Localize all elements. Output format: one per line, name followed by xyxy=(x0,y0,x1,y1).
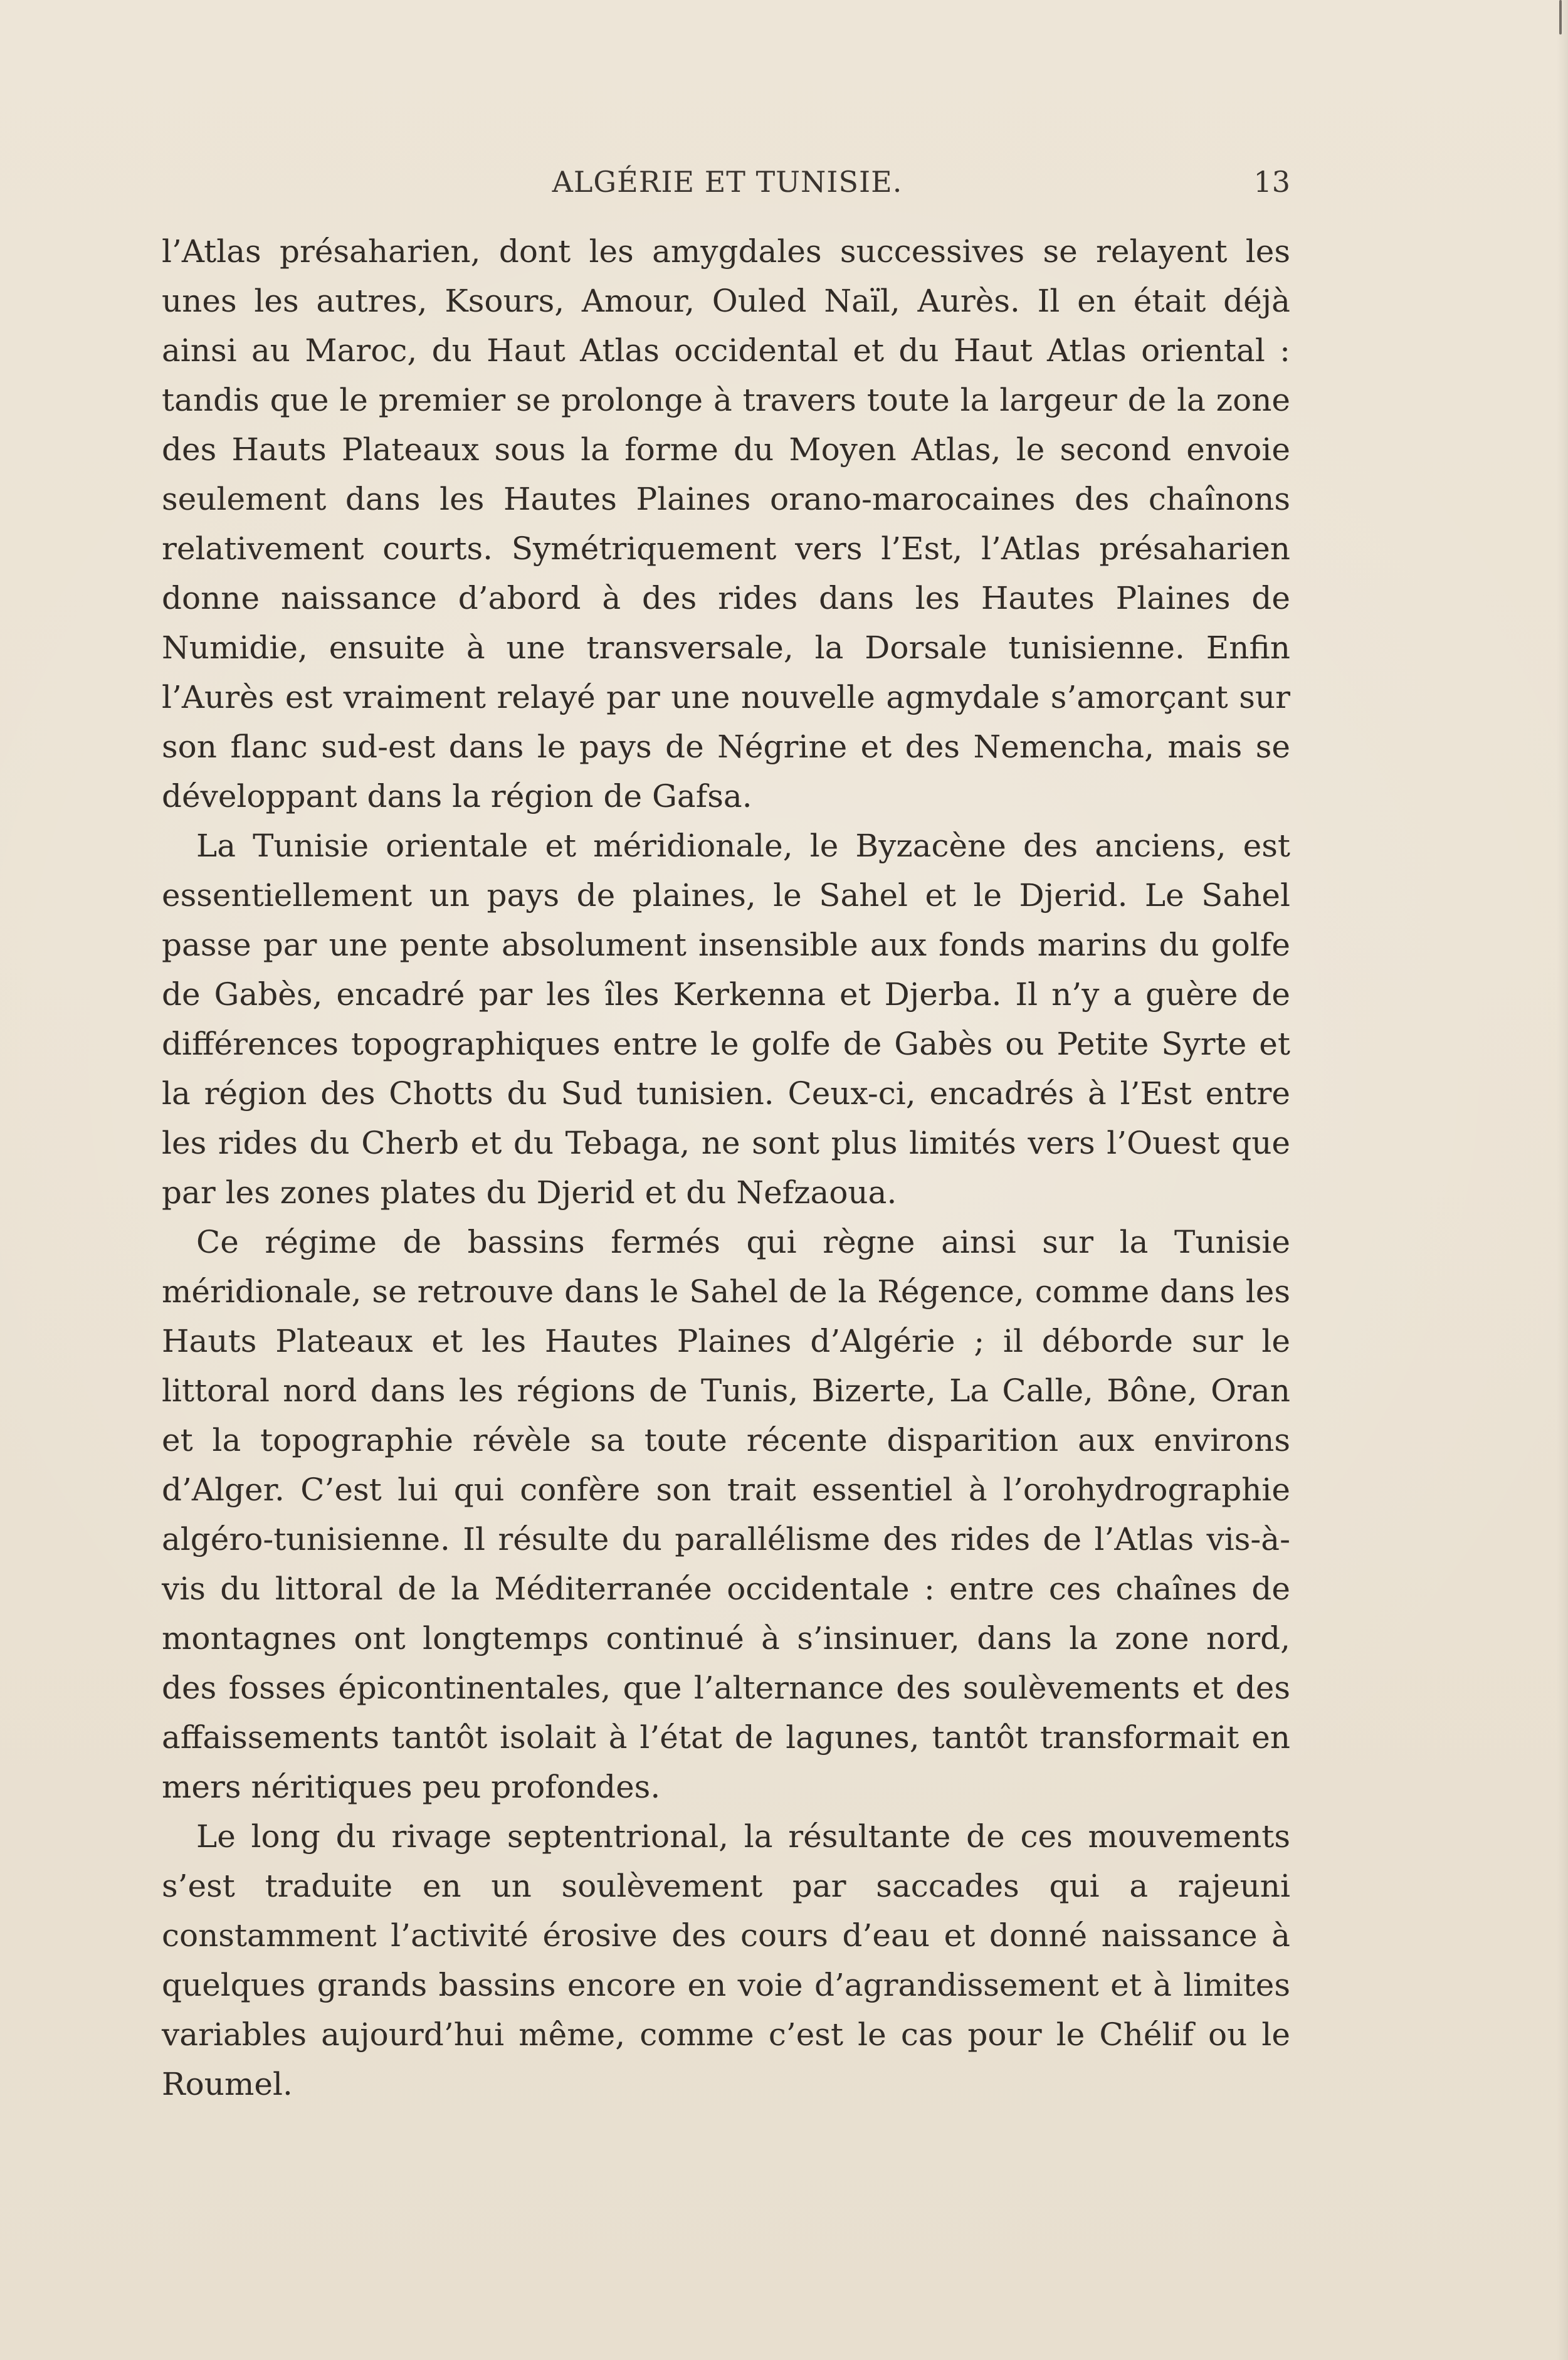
page-number: 13 xyxy=(1253,165,1290,199)
running-head: ALGÉRIE ET TUNISIE. xyxy=(552,165,903,199)
body-text xyxy=(162,227,1290,2109)
paragraph-4: Le long du rivage septentrional, la résultante de ces mouvements s’est traduite en un soulèvement par saccades qui a rajeuni constamment l’activité érosive des cours d’eau et donné naissance à quelques grands bassins encore en voie d’agrandissement et à limites variables aujourd’hui même, comme c’est le cas pour le Chélif ou le Roumel. xyxy=(162,1818,1290,2102)
corner-mark xyxy=(1559,0,1562,34)
page-header xyxy=(164,165,1290,209)
paragraph-2: La Tunisie orientale et méridionale, le Byzacène des anciens, est essentiellement un pays de plaines, le Sahel et le Djerid. Le Sahel passe par une pente absolument insensible aux fonds marins du golfe de Gabès, encadré par les îles Kerkenna et Djerba. Il n’y a guère de différences topographiques entre le golfe de Gabès ou Petite Syrte et la région des Chotts du Sud tunisien. Ceux-ci, encadrés à l’Est entre les rides du Cherb et du Tebaga, ne sont plus limités vers l’Ouest que par les zones plates du Djerid et du Nefzaoua. xyxy=(162,828,1290,1211)
paragraph-1: l’Atlas présaharien, dont les amygdales successives se relayent les unes les autres, Ksours, Amour, Ouled Naïl, Aurès. Il en était déjà ainsi au Maroc, du Haut Atlas occidental et du Haut Atlas oriental : tandis que le premier se prolonge à travers toute la largeur de la zone des Hauts Plateaux sous la forme du Moyen Atlas, le second envoie seulement dans les Hautes Plaines orano-marocaines des chaînons relativement courts. Symétriquement vers l’Est, l’Atlas présaharien donne naissance d’abord à des rides dans les Hautes Plaines de Numidie, ensuite à une transversale, la Dorsale tunisienne. Enfin l’Aurès est vraiment relayé par une nouvelle agmydale s’amorçant sur son flanc sud-est dans le pays de Négrine et des Nemencha, mais se développant dans la région de Gafsa. xyxy=(162,233,1290,814)
page-edge-shadow xyxy=(1557,0,1568,2360)
paragraph-3: Ce régime de bassins fermés qui règne ainsi sur la Tunisie méridionale, se retrouve dans le Sahel de la Régence, comme dans les Hauts Plateaux et les Hautes Plaines d’Algérie ; il déborde sur le littoral nord dans les régions de Tunis, Bizerte, La Calle, Bône, Oran et la topographie révèle sa toute récente disparition aux environs d’Alger. C’est lui qui confère son trait essentiel à l’orohydrographie algéro-tunisienne. Il résulte du parallélisme des rides de l’Atlas vis-à-vis du littoral de la Méditerranée occidentale : entre ces chaînes de montagnes ont longtemps continué à s’insinuer, dans la zone nord, des fosses épicontinentales, que l’alternance des soulèvements et des affaissements tantôt isolait à l’état de lagunes, tantôt transformait en mers néritiques peu profondes. xyxy=(162,1224,1290,1805)
